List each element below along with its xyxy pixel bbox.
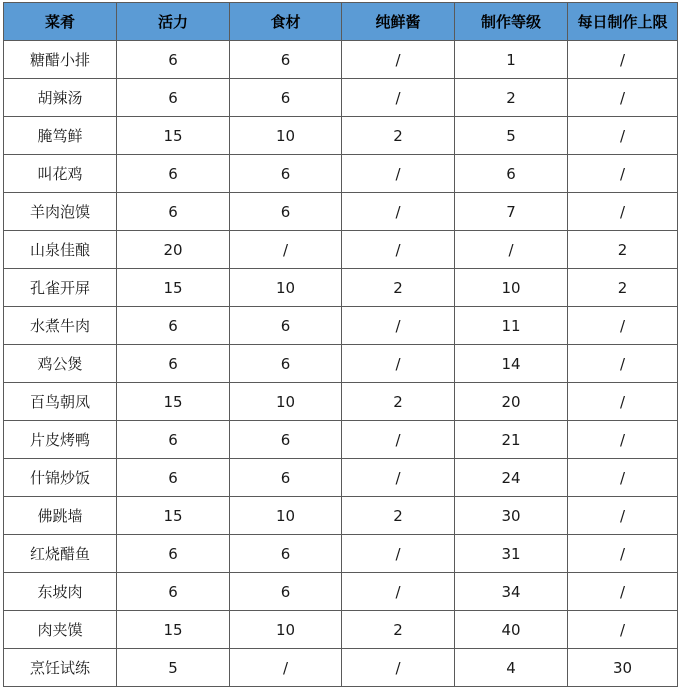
cell-sauce: 2	[342, 497, 455, 535]
cell-craft-level: /	[455, 231, 568, 269]
cell-ingredients: 6	[230, 41, 342, 79]
header-sauce: 纯鲜酱	[342, 3, 455, 41]
cell-daily-limit: /	[568, 79, 678, 117]
cell-craft-level: 34	[455, 573, 568, 611]
cell-sauce: /	[342, 231, 455, 269]
cell-ingredients: 6	[230, 155, 342, 193]
cell-vitality: 6	[117, 193, 230, 231]
cell-craft-level: 5	[455, 117, 568, 155]
cell-daily-limit: /	[568, 497, 678, 535]
cell-ingredients: 6	[230, 79, 342, 117]
table-row	[4, 79, 678, 117]
recipe-table	[3, 2, 678, 687]
cell-daily-limit: /	[568, 155, 678, 193]
cell-daily-limit: 30	[568, 649, 678, 687]
cell-vitality: 6	[117, 79, 230, 117]
cell-ingredients: 6	[230, 573, 342, 611]
cell-vitality: 15	[117, 611, 230, 649]
cell-craft-level: 40	[455, 611, 568, 649]
cell-sauce: 2	[342, 383, 455, 421]
cell-sauce: /	[342, 573, 455, 611]
table-row	[4, 497, 678, 535]
cell-ingredients: 6	[230, 421, 342, 459]
cell-vitality: 20	[117, 231, 230, 269]
cell-ingredients: /	[230, 649, 342, 687]
header-row	[4, 3, 678, 41]
header-dish: 菜肴	[4, 3, 117, 41]
cell-sauce: /	[342, 535, 455, 573]
cell-craft-level: 21	[455, 421, 568, 459]
header-daily-limit: 每日制作上限	[568, 3, 678, 41]
cell-craft-level: 14	[455, 345, 568, 383]
table-row	[4, 611, 678, 649]
cell-daily-limit: /	[568, 307, 678, 345]
cell-sauce: /	[342, 649, 455, 687]
table-row	[4, 345, 678, 383]
cell-craft-level: 7	[455, 193, 568, 231]
cell-ingredients: 10	[230, 611, 342, 649]
cell-daily-limit: /	[568, 117, 678, 155]
cell-dish: 胡辣汤	[4, 79, 117, 117]
cell-ingredients: 6	[230, 193, 342, 231]
table-header	[4, 3, 678, 41]
cell-vitality: 6	[117, 155, 230, 193]
cell-vitality: 6	[117, 421, 230, 459]
cell-craft-level: 31	[455, 535, 568, 573]
header-ingredients: 食材	[230, 3, 342, 41]
cell-daily-limit: 2	[568, 231, 678, 269]
cell-vitality: 6	[117, 345, 230, 383]
table-row	[4, 155, 678, 193]
cell-sauce: 2	[342, 117, 455, 155]
cell-ingredients: 6	[230, 459, 342, 497]
cell-sauce: 2	[342, 611, 455, 649]
cell-dish: 山泉佳酿	[4, 231, 117, 269]
cell-craft-level: 4	[455, 649, 568, 687]
table-row	[4, 193, 678, 231]
cell-craft-level: 24	[455, 459, 568, 497]
cell-dish: 羊肉泡馍	[4, 193, 117, 231]
cell-vitality: 15	[117, 497, 230, 535]
cell-daily-limit: /	[568, 535, 678, 573]
cell-vitality: 15	[117, 269, 230, 307]
cell-dish: 孔雀开屏	[4, 269, 117, 307]
cell-ingredients: 10	[230, 117, 342, 155]
cell-daily-limit: /	[568, 573, 678, 611]
cell-dish: 烹饪试练	[4, 649, 117, 687]
cell-sauce: /	[342, 307, 455, 345]
cell-vitality: 6	[117, 307, 230, 345]
cell-vitality: 6	[117, 41, 230, 79]
table-row	[4, 231, 678, 269]
cell-dish: 叫花鸡	[4, 155, 117, 193]
cell-dish: 糖醋小排	[4, 41, 117, 79]
cell-sauce: /	[342, 345, 455, 383]
cell-sauce: /	[342, 41, 455, 79]
table-row	[4, 383, 678, 421]
cell-vitality: 15	[117, 117, 230, 155]
table-row	[4, 535, 678, 573]
table-row	[4, 269, 678, 307]
cell-dish: 东坡肉	[4, 573, 117, 611]
cell-ingredients: 10	[230, 269, 342, 307]
table-row	[4, 459, 678, 497]
cell-dish: 红烧醋鱼	[4, 535, 117, 573]
cell-craft-level: 1	[455, 41, 568, 79]
cell-craft-level: 2	[455, 79, 568, 117]
cell-dish: 腌笃鲜	[4, 117, 117, 155]
cell-ingredients: 10	[230, 383, 342, 421]
cell-ingredients: /	[230, 231, 342, 269]
cell-sauce: /	[342, 193, 455, 231]
recipe-table-container	[3, 2, 677, 687]
cell-sauce: 2	[342, 269, 455, 307]
cell-vitality: 6	[117, 535, 230, 573]
cell-daily-limit: /	[568, 345, 678, 383]
cell-sauce: /	[342, 459, 455, 497]
table-row	[4, 421, 678, 459]
cell-craft-level: 10	[455, 269, 568, 307]
cell-daily-limit: /	[568, 193, 678, 231]
cell-dish: 百鸟朝凤	[4, 383, 117, 421]
cell-vitality: 5	[117, 649, 230, 687]
cell-dish: 鸡公煲	[4, 345, 117, 383]
cell-ingredients: 6	[230, 535, 342, 573]
cell-dish: 什锦炒饭	[4, 459, 117, 497]
cell-ingredients: 10	[230, 497, 342, 535]
cell-dish: 水煮牛肉	[4, 307, 117, 345]
cell-daily-limit: /	[568, 611, 678, 649]
table-row	[4, 573, 678, 611]
cell-vitality: 15	[117, 383, 230, 421]
cell-dish: 片皮烤鸭	[4, 421, 117, 459]
cell-sauce: /	[342, 421, 455, 459]
cell-sauce: /	[342, 155, 455, 193]
header-vitality: 活力	[117, 3, 230, 41]
cell-vitality: 6	[117, 573, 230, 611]
cell-daily-limit: /	[568, 459, 678, 497]
table-row	[4, 41, 678, 79]
cell-daily-limit: /	[568, 383, 678, 421]
header-craft-level: 制作等级	[455, 3, 568, 41]
table-row	[4, 117, 678, 155]
cell-craft-level: 20	[455, 383, 568, 421]
table-body	[4, 41, 678, 687]
cell-daily-limit: 2	[568, 269, 678, 307]
table-row	[4, 649, 678, 687]
cell-ingredients: 6	[230, 307, 342, 345]
cell-craft-level: 6	[455, 155, 568, 193]
cell-daily-limit: /	[568, 41, 678, 79]
cell-craft-level: 30	[455, 497, 568, 535]
cell-dish: 佛跳墙	[4, 497, 117, 535]
cell-vitality: 6	[117, 459, 230, 497]
cell-daily-limit: /	[568, 421, 678, 459]
table-row	[4, 307, 678, 345]
cell-dish: 肉夹馍	[4, 611, 117, 649]
cell-sauce: /	[342, 79, 455, 117]
cell-ingredients: 6	[230, 345, 342, 383]
cell-craft-level: 11	[455, 307, 568, 345]
